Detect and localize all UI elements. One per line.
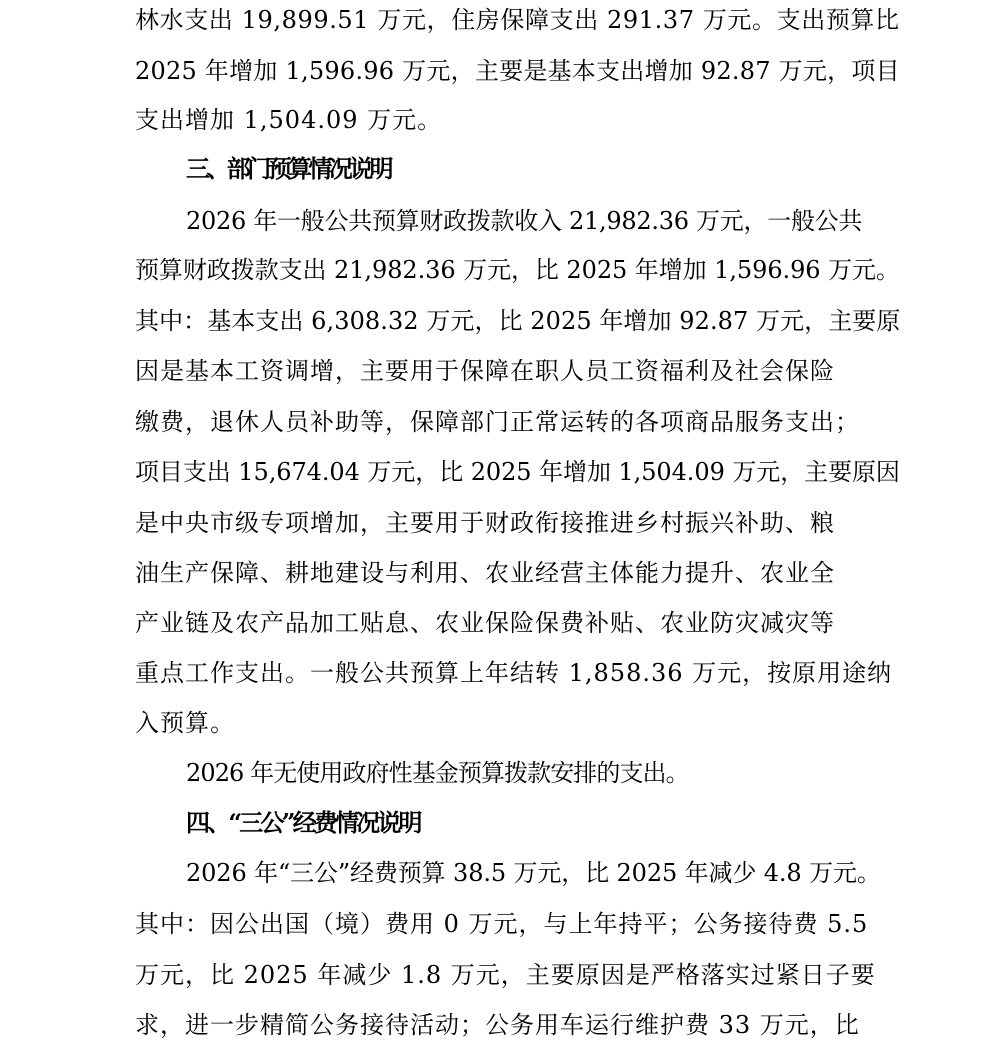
paragraph-line: 林水支出 19,899.51 万元，住房保障支出 291.37 万元。支出预算比 [135, 6, 900, 34]
paragraph-line: 入预算。 [135, 709, 235, 737]
paragraph-line: 2026 年一般公共预算财政拨款收入 21,982.36 万元，一般公共 [186, 207, 863, 235]
paragraph-line: 求，进一步精简公务接待活动；公务用车运行维护费 33 万元，比 [135, 1011, 860, 1039]
paragraph-line: 其中：因公出国（境）费用 0 万元，与上年持平；公务接待费 5.5 [135, 910, 869, 938]
paragraph-line: 重点工作支出。一般公共预算上年结转 1,858.36 万元，按原用途纳 [135, 659, 893, 687]
section-heading: 三、部门预算情况说明 [186, 154, 390, 183]
paragraph-line: 2026 年“三公”经费预算 38.5 万元，比 2025 年减少 4.8 万元。 [186, 859, 881, 887]
section-heading: 四、“三公”经费情况说明 [186, 808, 420, 837]
paragraph-line: 其中：基本支出 6,308.32 万元，比 2025 年增加 92.87 万元，主要原 [135, 307, 901, 335]
paragraph-line: 油生产保障、耕地建设与利用、农业经营主体能力提升、农业全 [135, 559, 835, 587]
paragraph-line: 因是基本工资调增，主要用于保障在职人员工资福利及社会保险 [135, 357, 835, 385]
paragraph-line: 2026 年无使用政府性基金预算拨款安排的支出。 [186, 759, 689, 787]
paragraph-line: 产业链及农产品加工贴息、农业保险保费补贴、农业防灾减灾等 [135, 609, 835, 637]
paragraph-line: 2025 年增加 1,596.96 万元，主要是基本支出增加 92.87 万元，项目 [135, 57, 900, 85]
paragraph-line: 缴费，退休人员补助等，保障部门正常运转的各项商品服务支出； [135, 408, 860, 436]
paragraph-line: 是中央市级专项增加，主要用于财政衔接推进乡村振兴补助、粮 [135, 509, 835, 537]
paragraph-line: 项目支出 15,674.04 万元，比 2025 年增加 1,504.09 万元，主要原因 [135, 458, 900, 486]
paragraph-line: 预算财政拨款支出 21,982.36 万元，比 2025 年增加 1,596.96 万元。 [135, 256, 900, 284]
paragraph-line: 万元，比 2025 年减少 1.8 万元，主要原因是严格落实过紧日子要 [135, 961, 876, 989]
paragraph-line: 支出增加 1,504.09 万元。 [135, 106, 443, 134]
